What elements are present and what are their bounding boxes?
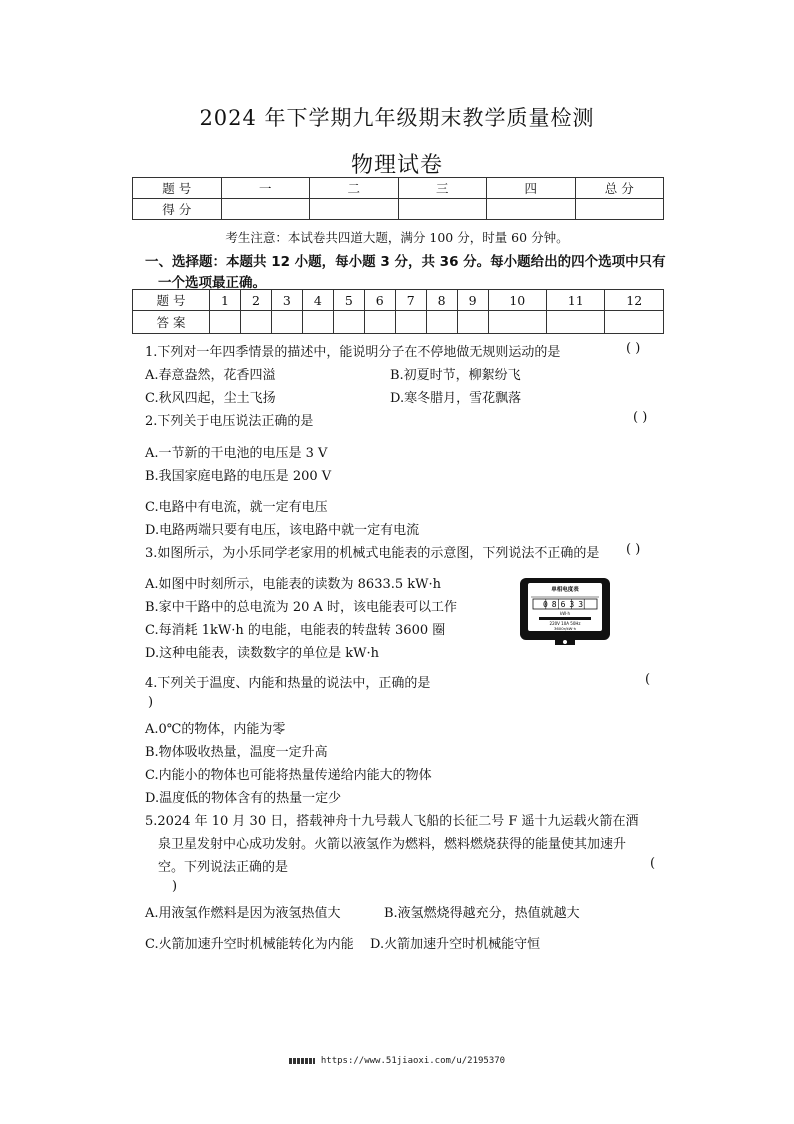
option-a: A.一节新的干电池的电压是 3 V	[145, 446, 328, 461]
answer-bracket: ( )	[626, 341, 641, 356]
answer-number: 3	[271, 290, 302, 311]
question-stem: 3.如图所示，为小乐同学老家用的机械式电能表的示意图，下列说法不正确的是	[145, 546, 600, 561]
answer-cell	[364, 311, 395, 334]
answer-cell	[333, 311, 364, 334]
answer-number: 2	[240, 290, 271, 311]
score-table-cell: 题 号	[133, 178, 222, 199]
answer-cell	[240, 311, 271, 334]
option-a: A.春意盎然，花香四溢	[145, 368, 276, 383]
question-stem: 5.2024 年 10 月 30 日，搭载神舟十九号载人飞船的长征二号 F 遥十九运载火箭在酒	[145, 814, 639, 829]
answer-bracket-close: )	[148, 695, 154, 710]
answer-number: 7	[395, 290, 426, 311]
answer-table-label: 题 号	[133, 290, 210, 311]
option-d: D.火箭加速升空时机械能守恒	[370, 937, 541, 952]
answer-cell	[302, 311, 333, 334]
option-b: B.液氢燃烧得越充分，热值就越大	[384, 906, 580, 921]
answer-cell	[395, 311, 426, 334]
answer-number: 11	[547, 290, 605, 311]
section-heading-cont: 一个选项最正确。	[158, 275, 266, 291]
answer-cell	[457, 311, 488, 334]
option-b: B.我国家庭电路的电压是 200 V	[145, 469, 332, 484]
electricity-meter-figure	[519, 577, 611, 645]
answer-bracket: ( )	[626, 542, 641, 557]
page-title: 2024 年下学期九年级期末教学质量检测	[199, 106, 595, 130]
answer-number: 12	[605, 290, 664, 311]
meter-spec: 220V 10A 50Hz	[549, 621, 581, 626]
answer-cell	[271, 311, 302, 334]
meter-unit: kW·h	[559, 611, 571, 616]
option-a: A.如图中时刻所示，电能表的读数为 8633.5 kW·h	[145, 577, 442, 592]
score-table	[132, 177, 664, 220]
meter-label: 单相电度表	[551, 587, 579, 593]
answer-cell	[488, 311, 546, 334]
score-table-cell: 四	[487, 178, 576, 199]
answer-bracket-open: (	[650, 856, 656, 871]
option-d: D.寒冬腊月，雪花飘落	[390, 391, 522, 406]
page-subtitle: 物理试卷	[350, 153, 443, 178]
answer-bracket-close: )	[172, 879, 178, 894]
question-stem-cont: 泉卫星发射中心成功发射。火箭以液氢作为燃料，燃料燃烧获得的能量使其加速升	[158, 837, 627, 852]
electricity-meter-icon	[519, 577, 611, 645]
answer-number: 8	[426, 290, 457, 311]
option-c: C.电路中有电流，就一定有电压	[145, 500, 328, 515]
option-c: C.内能小的物体也可能将热量传递给内能大的物体	[145, 768, 432, 783]
option-a: A.用液氢作燃料是因为液氢热值大	[145, 906, 341, 921]
answer-cell	[547, 311, 605, 334]
score-input-cell	[487, 199, 576, 220]
option-b: B.家中干路中的总电流为 20 A 时，该电能表可以工作	[145, 600, 458, 615]
answer-number: 10	[488, 290, 546, 311]
footer	[0, 1056, 794, 1066]
answer-cell	[426, 311, 457, 334]
answer-number: 1	[210, 290, 241, 311]
score-table-cell: 总 分	[575, 178, 664, 199]
option-d: D.温度低的物体含有的热量一定少	[145, 791, 342, 806]
score-table-cell: 三	[398, 178, 487, 199]
answer-number: 5	[333, 290, 364, 311]
answer-number: 9	[457, 290, 488, 311]
option-d: D.电路两端只要有电压，该电路中就一定有电流	[145, 523, 420, 538]
section-heading: 一、选择题：本题共 12 小题，每小题 3 分，共 36 分。每小题给出的四个选项中只有	[145, 254, 666, 270]
question-stem: 2.下列关于电压说法正确的是	[145, 414, 314, 429]
option-c: C.秋风四起，尘土飞扬	[145, 391, 276, 406]
option-c: C.每消耗 1kW·h 的电能，电能表的转盘转 3600 圈	[145, 623, 446, 638]
answer-number: 6	[364, 290, 395, 311]
answer-bracket: ( )	[633, 410, 648, 425]
answer-cell	[210, 311, 241, 334]
meter-digits: 08633	[542, 600, 588, 609]
option-d: D.这种电能表，读数数字的单位是 kW·h	[145, 646, 379, 661]
notice: 考生注意：本试卷共四道大题，满分 100 分，时量 60 分钟。	[225, 230, 569, 245]
score-input-cell	[310, 199, 399, 220]
answer-table-label: 答 案	[133, 311, 210, 334]
footer-url[interactable]: https://www.51jiaoxi.com/u/2195370	[320, 1056, 506, 1066]
score-table-cell: 二	[310, 178, 399, 199]
question-stem: 4.下列关于温度、内能和热量的说法中，正确的是	[145, 676, 431, 691]
option-c: C.火箭加速升空时机械能转化为内能	[145, 937, 354, 952]
score-table-cell: 得 分	[133, 199, 222, 220]
answer-bracket-open: (	[645, 672, 651, 687]
score-table-cell: 一	[221, 178, 310, 199]
option-a: A.0℃的物体，内能为零	[145, 722, 286, 737]
answer-number: 4	[302, 290, 333, 311]
score-input-cell	[575, 199, 664, 220]
score-input-cell	[398, 199, 487, 220]
option-b: B.初夏时节，柳絮纷飞	[390, 368, 521, 383]
question-stem-cont: 空。下列说法正确的是	[158, 860, 289, 875]
score-input-cell	[221, 199, 310, 220]
answer-cell	[605, 311, 664, 334]
question-stem: 1.下列对一年四季情景的描述中，能说明分子在不停地做无规则运动的是	[145, 345, 561, 360]
option-b: B.物体吸收热量，温度一定升高	[145, 745, 328, 760]
meter-rev: 3600r/kW·h	[553, 626, 577, 631]
watermark-logo-icon	[289, 1058, 315, 1064]
answer-table	[132, 289, 664, 334]
